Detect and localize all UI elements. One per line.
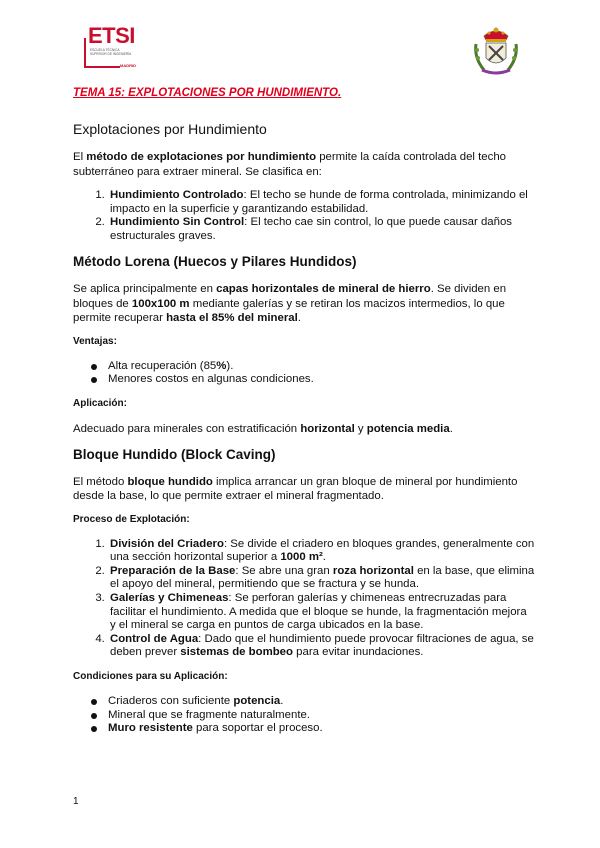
list-item: 3. Galerías y Chimeneas: Se perforan galerías y chimeneas entrecruzadas para facilitar el hundimiento. A medida que el bloque se hunde, la fragmentación mejora y el mineral se carga en puntos de carga ubicados en la base. bbox=[108, 592, 535, 633]
etsi-logo bbox=[80, 24, 150, 68]
list-item: Alta recuperación (85%). bbox=[91, 360, 535, 374]
page-number: 1 bbox=[73, 796, 79, 807]
list-item: 1. Hundimiento Controlado: El techo se hunde de forma controlada, minimizando el impacto en la superficie y garantizando estabilidad. bbox=[108, 189, 535, 216]
logo-subtitle: ESCUELA TÉCNICA SUPERIOR DE INGENIERÍA bbox=[90, 48, 132, 56]
university-crest-icon bbox=[470, 22, 522, 78]
list-item: Menores costos en algunas condiciones. bbox=[91, 373, 535, 387]
list-item: 4. Control de Agua: Dado que el hundimiento puede provocar filtraciones de agua, se deben prever sistemas de bombeo para evitar inundaciones. bbox=[108, 633, 535, 660]
document-body bbox=[73, 87, 535, 747]
topic-title: TEMA 15: EXPLOTACIONES POR HUNDIMIENTO. bbox=[73, 87, 342, 99]
proceso-heading: Proceso de Explotación: bbox=[73, 513, 190, 525]
logo-wordmark: ETSI bbox=[88, 23, 135, 48]
bullet-icon bbox=[91, 699, 97, 705]
logo-bar-horizontal bbox=[84, 66, 120, 68]
bullet-icon bbox=[91, 726, 97, 732]
condiciones-list bbox=[73, 695, 535, 736]
ventajas-heading: Ventajas: bbox=[73, 335, 117, 347]
section-heading-block-caving: Bloque Hundido (Block Caving) bbox=[73, 446, 276, 462]
list-item: 1. División del Criadero: Se divide el criadero en bloques grandes, generalmente con una sección horizontal superior a 1000 m². bbox=[108, 538, 535, 565]
list-item: Muro resistente para soportar el proceso. bbox=[91, 722, 535, 736]
condiciones-heading: Condiciones para su Aplicación: bbox=[73, 670, 228, 682]
list-item: Criaderos con suficiente potencia. bbox=[91, 695, 535, 709]
aplicacion-paragraph: Adecuado para minerales con estratificación horizontal y potencia media. bbox=[73, 423, 453, 436]
bullet-icon bbox=[91, 364, 97, 370]
logo-city: MADRID bbox=[120, 63, 136, 68]
proceso-list bbox=[73, 538, 535, 660]
section-heading-hundimiento: Explotaciones por Hundimiento bbox=[73, 121, 267, 137]
section-heading-lorena: Método Lorena (Huecos y Pilares Hundidos) bbox=[73, 254, 357, 270]
block-caving-paragraph: El método bloque hundido implica arrancar un gran bloque de mineral por hundimiento desde la base, lo que permite extraer el mineral fragmentado. bbox=[73, 475, 518, 503]
bullet-icon bbox=[91, 377, 97, 383]
list-item: Mineral que se fragmente naturalmente. bbox=[91, 709, 535, 723]
bullet-icon bbox=[91, 713, 97, 719]
intro-paragraph: El método de explotaciones por hundimiento permite la caída controlada del techo subterráneo para extraer mineral. Se clasifica en: bbox=[73, 151, 506, 178]
lorena-paragraph: Se aplica principalmente en capas horizontales de mineral de hierro. Se dividen en bloques de 100x100 m mediante galerías y se retiran los macizos intermedios, lo que permite recuperar hasta el 85% del mineral. bbox=[73, 283, 507, 325]
classification-list bbox=[73, 189, 535, 243]
logo-bar-vertical bbox=[84, 38, 86, 68]
list-item: 2. Hundimiento Sin Control: El techo cae sin control, lo que puede causar daños estructurales graves. bbox=[108, 216, 535, 243]
list-item: 2. Preparación de la Base: Se abre una gran roza horizontal en la base, que elimina el apoyo del mineral, permitiendo que se fractura y se hunda. bbox=[108, 565, 535, 592]
aplicacion-heading: Aplicación: bbox=[73, 398, 127, 410]
ventajas-list bbox=[73, 360, 535, 387]
